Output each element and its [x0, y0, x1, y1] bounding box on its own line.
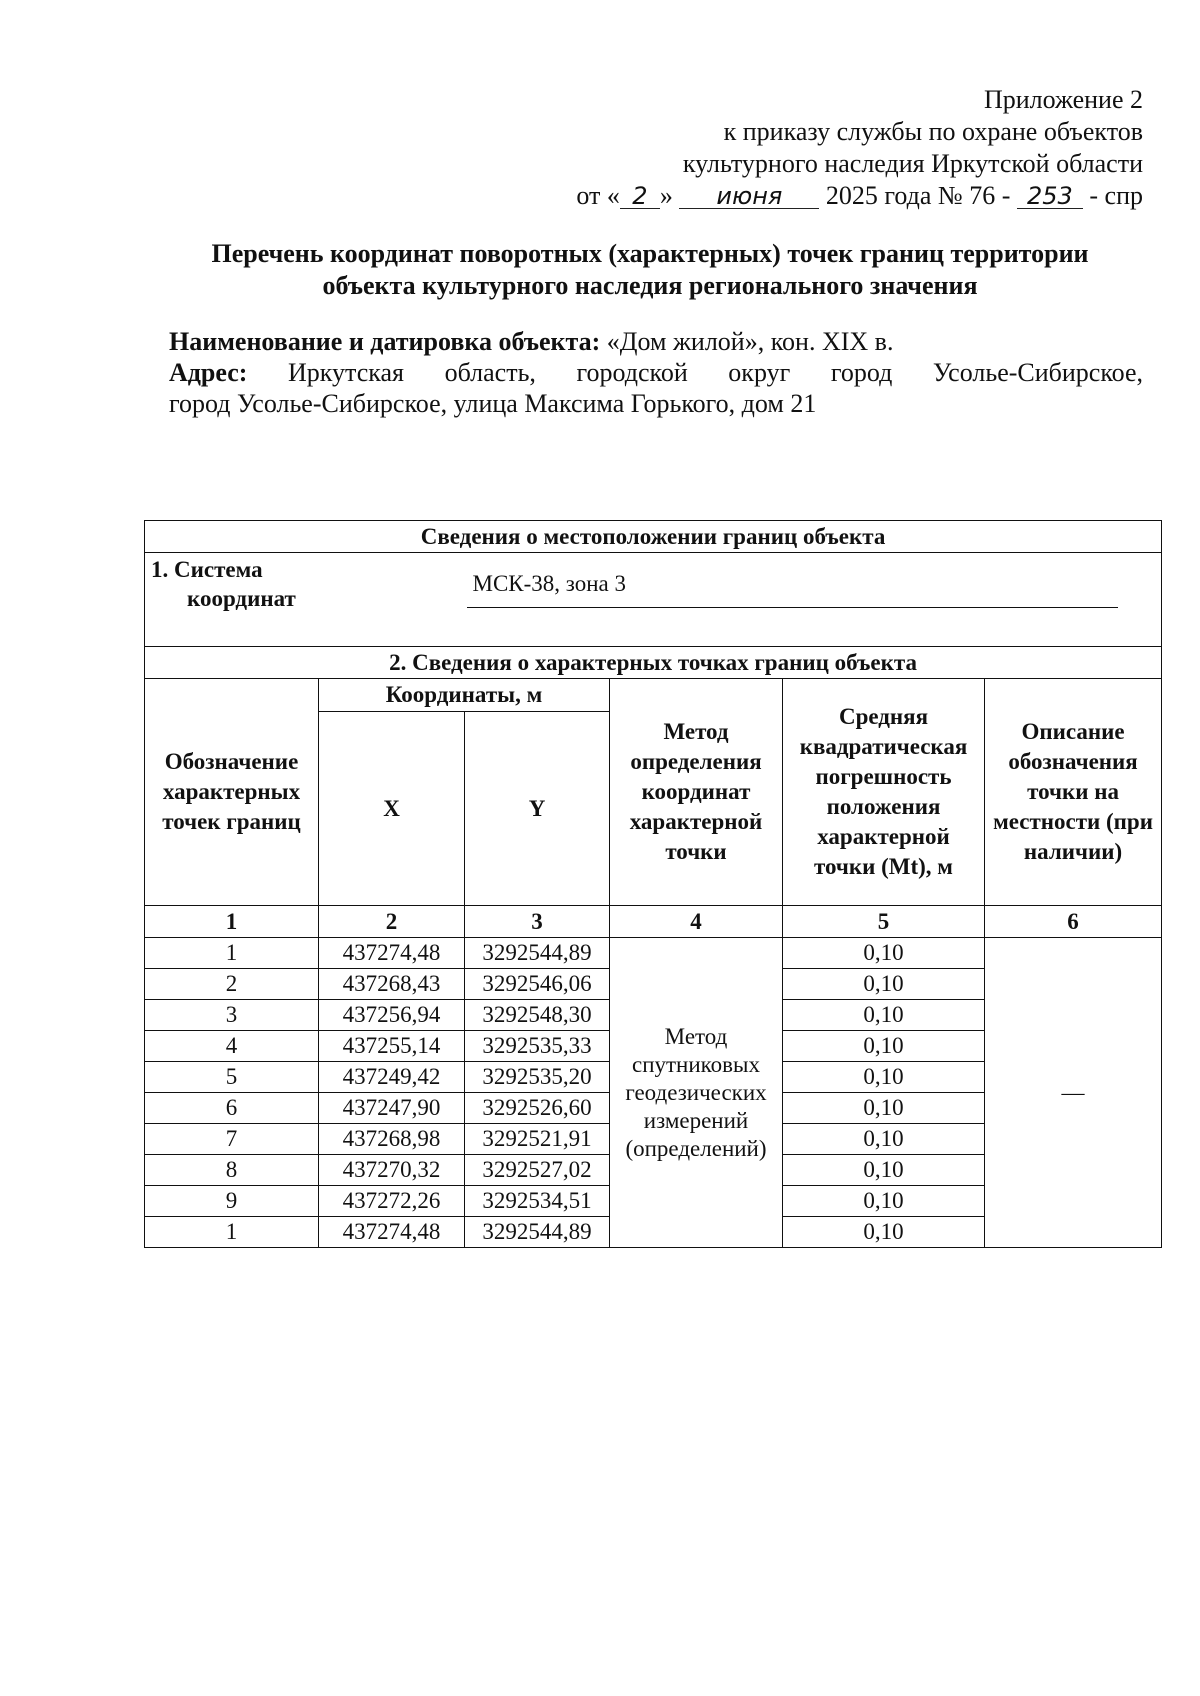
annex-date-line — [443, 180, 1143, 212]
mt-cell: 0,10 — [783, 1062, 985, 1093]
header-point: Обозначение характерных точек границ — [145, 679, 319, 906]
title-line2: объекта культурного наследия регионального значения — [322, 271, 978, 300]
y-cell: 3292526,60 — [465, 1093, 610, 1124]
y-cell: 3292535,33 — [465, 1031, 610, 1062]
y-cell: 3292535,20 — [465, 1062, 610, 1093]
mt-cell: 0,10 — [783, 1186, 985, 1217]
x-cell: 437268,98 — [319, 1124, 465, 1155]
col-number-5: 5 — [783, 906, 985, 938]
x-cell: 437256,94 — [319, 1000, 465, 1031]
point-cell: 3 — [145, 1000, 319, 1031]
mt-cell: 0,10 — [783, 1031, 985, 1062]
col-number-4: 4 — [610, 906, 783, 938]
col-number-1: 1 — [145, 906, 319, 938]
col-number-6: 6 — [985, 906, 1162, 938]
x-cell: 437274,48 — [319, 1217, 465, 1248]
header-x: X — [319, 712, 465, 906]
system-value-text: МСК-38, зона 3 — [467, 571, 1118, 608]
table-row — [145, 938, 1162, 969]
y-cell: 3292534,51 — [465, 1186, 610, 1217]
date-day-handwritten: 2 — [620, 184, 660, 209]
object-address-line1 — [169, 357, 1143, 388]
x-cell: 437270,32 — [319, 1155, 465, 1186]
mt-cell: 0,10 — [783, 938, 985, 969]
coordinate-system-label — [145, 553, 465, 647]
point-cell: 1 — [145, 1217, 319, 1248]
title-line1: Перечень координат поворотных (характерных) точек границ территории — [211, 239, 1089, 268]
order-suffix: - спр — [1089, 181, 1143, 210]
y-cell: 3292521,91 — [465, 1124, 610, 1155]
x-cell: 437249,42 — [319, 1062, 465, 1093]
address-label: Адрес: — [169, 358, 248, 387]
mt-cell: 0,10 — [783, 1124, 985, 1155]
order-number-handwritten: 253 — [1017, 184, 1083, 209]
object-name-line — [169, 326, 1143, 357]
x-cell: 437247,90 — [319, 1093, 465, 1124]
coordinates-table — [144, 520, 1162, 1248]
annex-header — [443, 84, 1143, 212]
y-cell: 3292548,30 — [465, 1000, 610, 1031]
header-error: Средняя квадратическая погрешность положения характерной точки (Mt), м — [783, 679, 985, 906]
header-y: Y — [465, 712, 610, 906]
annex-line3: культурного наследия Иркутской области — [682, 149, 1143, 178]
x-cell: 437274,48 — [319, 938, 465, 969]
point-cell: 4 — [145, 1031, 319, 1062]
mt-cell: 0,10 — [783, 1000, 985, 1031]
x-cell: 437255,14 — [319, 1031, 465, 1062]
mt-cell: 0,10 — [783, 1155, 985, 1186]
description-cell: — — [985, 938, 1162, 1248]
x-cell: 437272,26 — [319, 1186, 465, 1217]
header-coords: Координаты, м — [319, 679, 610, 712]
date-mid: » — [659, 181, 673, 210]
mt-cell: 0,10 — [783, 1093, 985, 1124]
section2-title: 2. Сведения о характерных точках границ объекта — [145, 647, 1162, 679]
object-address-line2: город Усолье-Сибирское, улица Максима Горького, дом 21 — [169, 389, 817, 418]
y-cell: 3292544,89 — [465, 1217, 610, 1248]
system-label-line1: 1. Система — [151, 557, 263, 582]
object-name-label: Наименование и датировка объекта: — [169, 327, 601, 356]
y-cell: 3292527,02 — [465, 1155, 610, 1186]
point-cell: 2 — [145, 969, 319, 1000]
object-info — [169, 326, 1143, 419]
annex-line1: Приложение 2 — [983, 85, 1143, 114]
system-label-line2: координат — [187, 586, 296, 611]
date-month-handwritten: июня — [679, 184, 819, 209]
mt-cell: 0,10 — [783, 969, 985, 1000]
col-number-3: 3 — [465, 906, 610, 938]
document-title — [150, 238, 1150, 302]
point-cell: 6 — [145, 1093, 319, 1124]
annex-line2: к приказу службы по охране объектов — [723, 117, 1143, 146]
coordinate-system-value — [465, 553, 1162, 647]
header-method: Метод определения координат характерной точки — [610, 679, 783, 906]
address-value-1: Иркутская область, городской округ город Усолье-Сибирское, — [288, 358, 1143, 387]
x-cell: 437268,43 — [319, 969, 465, 1000]
point-cell: 1 — [145, 938, 319, 969]
section1-title: Сведения о местоположении границ объекта — [145, 521, 1162, 553]
mt-cell: 0,10 — [783, 1217, 985, 1248]
date-prefix: от « — [576, 181, 620, 210]
point-cell: 8 — [145, 1155, 319, 1186]
point-cell: 7 — [145, 1124, 319, 1155]
col-number-2: 2 — [319, 906, 465, 938]
point-cell: 5 — [145, 1062, 319, 1093]
y-cell: 3292544,89 — [465, 938, 610, 969]
date-year-text: 2025 года № 76 - — [825, 181, 1011, 210]
y-cell: 3292546,06 — [465, 969, 610, 1000]
header-description: Описание обозначения точки на местности (при наличии) — [985, 679, 1162, 906]
point-cell: 9 — [145, 1186, 319, 1217]
method-cell: Метод спутниковых геодезических измерений (определений) — [610, 938, 783, 1248]
object-name-value: «Дом жилой», кон. XIX в. — [606, 327, 894, 356]
